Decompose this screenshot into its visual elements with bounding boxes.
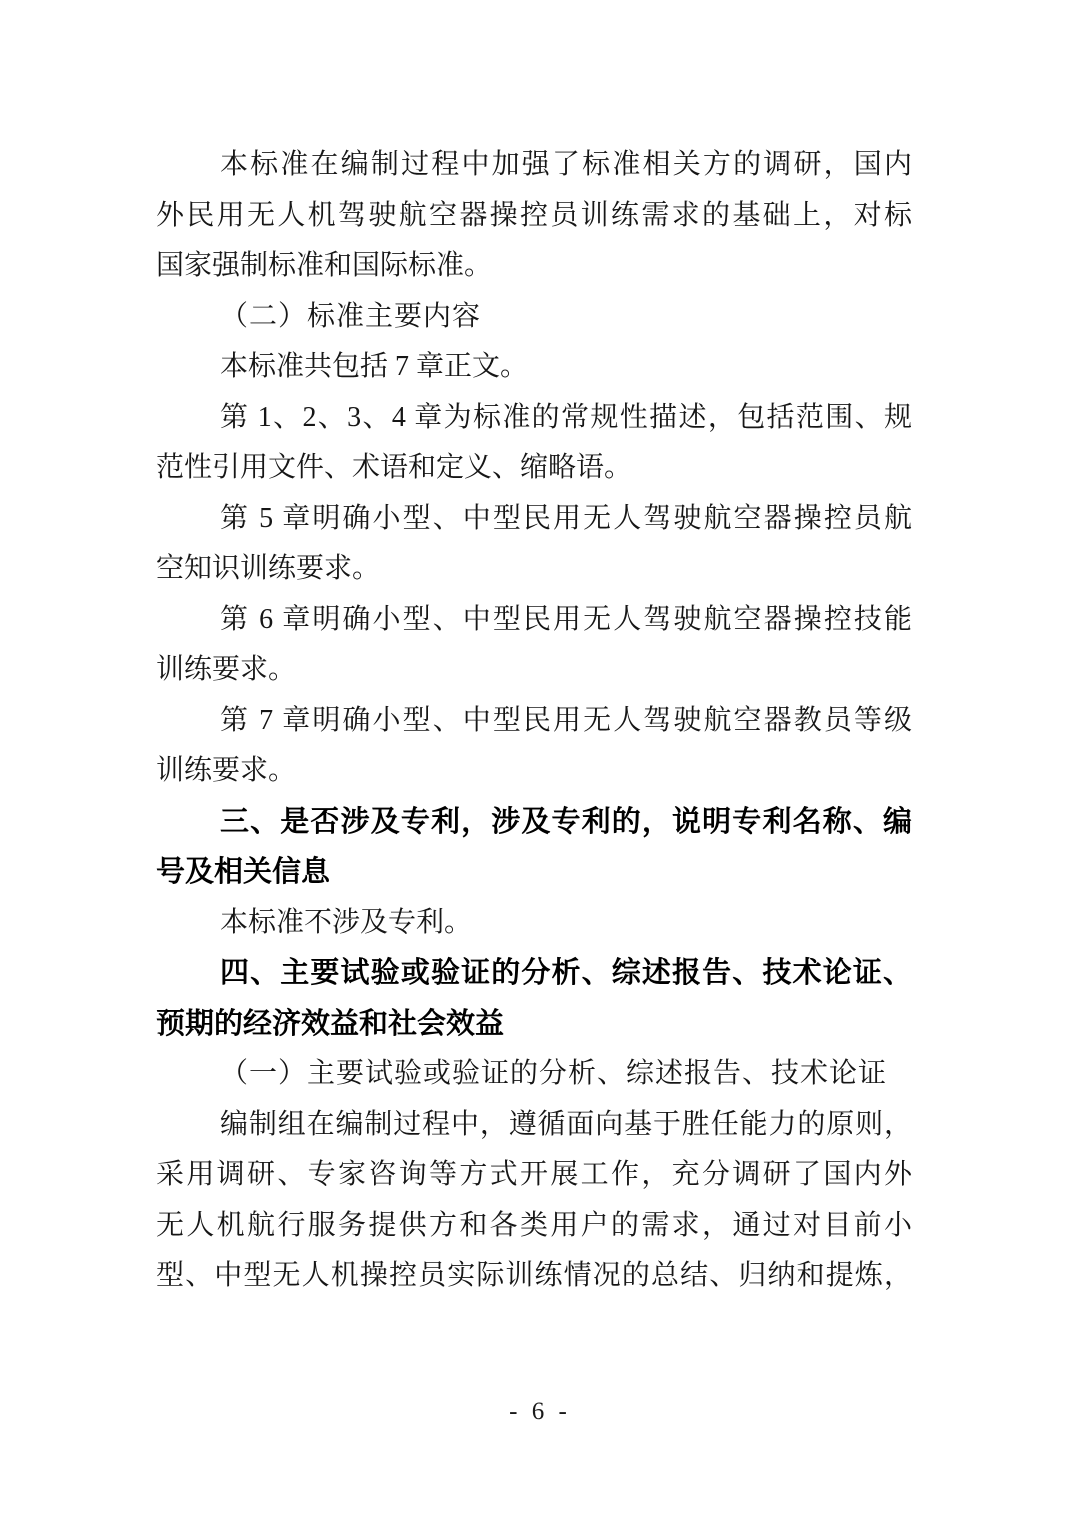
text-line: 第 6 章明确小型、中型民用无人驾驶航空器操控技能 <box>220 603 912 635</box>
text-line: 第 5 章明确小型、中型民用无人驾驶航空器操控员航 <box>220 502 912 534</box>
para-chapter-5 <box>156 494 912 595</box>
text-line: （二）标准主要内容 <box>220 300 482 332</box>
para-drafting-group-process <box>156 1100 912 1302</box>
text-line: 采用调研、专家咨询等方式开展工作，充分调研了国内外 <box>156 1159 912 1190</box>
para-standard-research <box>156 140 912 292</box>
text-line: 训练要求。 <box>156 654 297 685</box>
text-line: 外民用无人机驾驶航空器操控员训练需求的基础上，对标 <box>156 199 912 231</box>
text-line: 本标准不涉及专利。 <box>220 906 473 938</box>
text-line: 预期的经济效益和社会效益 <box>156 1007 505 1040</box>
text-line: 范性引用文件、术语和定义、缩略语。 <box>156 452 633 483</box>
para-chapter-6 <box>156 595 912 696</box>
text-line: （一）主要试验或验证的分析、综述报告、技术论证 <box>220 1058 888 1089</box>
text-line: 空知识训练要求。 <box>156 553 381 584</box>
text-line: 第 1、2、3、4 章为标准的常规性描述，包括范围、规 <box>220 401 912 433</box>
document-body <box>156 140 912 1302</box>
text-line: 本标准在编制过程中加强了标准相关方的调研，国内 <box>220 149 912 180</box>
subhead-standard-main-content <box>156 292 912 343</box>
heading-section-4-verification <box>156 948 912 1049</box>
para-no-patents <box>156 898 912 949</box>
text-line: 编制组在编制过程中，遵循面向基于胜任能力的原则， <box>220 1108 912 1140</box>
para-chapter-count <box>156 342 912 393</box>
text-line: 号及相关信息 <box>156 856 331 888</box>
text-line: 本标准共包括 7 章正文。 <box>220 351 529 382</box>
text-line: 型、中型无人机操控员实际训练情况的总结、归纳和提炼， <box>156 1260 912 1291</box>
text-line: 三、是否涉及专利，涉及专利的，说明专利名称、编 <box>220 805 912 838</box>
text-line: 无人机航行服务提供方和各类用户的需求，通过对目前小 <box>156 1209 912 1241</box>
para-chapters-1-4 <box>156 393 912 494</box>
text-line: 四、主要试验或验证的分析、综述报告、技术论证、 <box>220 957 912 989</box>
subhead-verification-analysis <box>156 1049 912 1100</box>
text-line: 国家强制标准和国际标准。 <box>156 250 493 281</box>
para-chapter-7 <box>156 696 912 797</box>
page-number: - 6 - <box>509 1398 571 1425</box>
text-line: 第 7 章明确小型、中型民用无人驾驶航空器教员等级 <box>220 704 912 736</box>
heading-section-3-patents <box>156 797 912 898</box>
text-line: 训练要求。 <box>156 755 297 786</box>
